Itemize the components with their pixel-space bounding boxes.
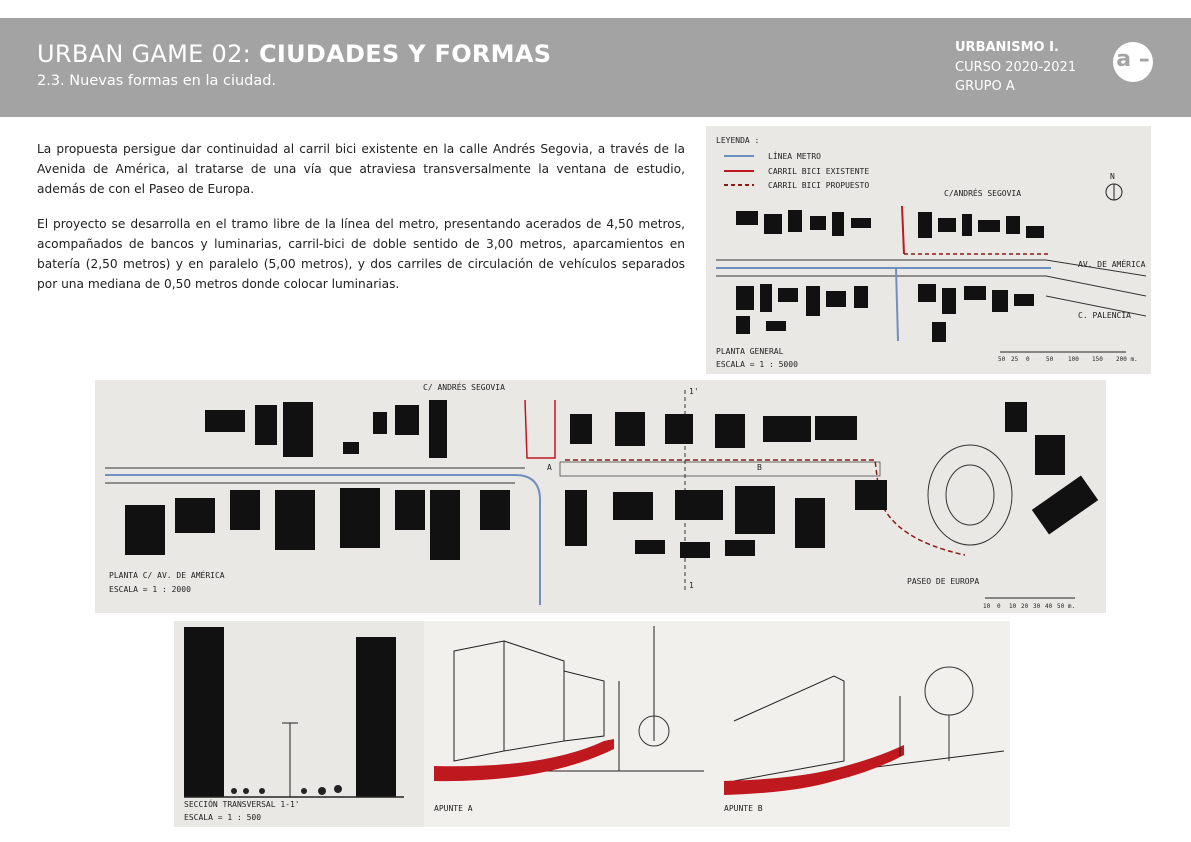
scale-tick: 10: [1009, 603, 1017, 610]
tree-icon: [925, 667, 973, 715]
legend-bike-existing-label: CARRIL BICI EXISTENTE: [768, 167, 870, 176]
section-caption: SECCIÓN TRANSVERSAL 1-1': [184, 800, 300, 809]
page-subtitle: 2.3. Nuevas formas en la ciudad.: [37, 73, 277, 89]
plan-avenida-drawing: [95, 380, 1106, 613]
plan-avenida-scale: ESCALA = 1 : 2000: [109, 585, 191, 594]
scale-tick: 20: [1021, 603, 1029, 610]
roundabout: [928, 445, 1012, 545]
sketch-b-caption: APUNTE B: [724, 804, 763, 813]
scale-tick: 100: [1068, 356, 1079, 363]
bike-lane-proposed: [880, 500, 965, 555]
label-andres-segovia: C/ ANDRÉS SEGOVIA: [423, 383, 505, 392]
section-mark-bottom: 1: [689, 581, 694, 590]
title-bold: CIUDADES Y FORMAS: [258, 40, 552, 68]
title-regular: URBAN GAME 02:: [37, 40, 259, 68]
scale-tick: 150: [1092, 356, 1103, 363]
scale-tick: 50: [1046, 356, 1054, 363]
cross-section-drawing: [174, 621, 424, 827]
scale-tick: 0: [997, 603, 1001, 610]
sketch-a-drawing: [424, 621, 714, 827]
sketch-a-caption: APUNTE A: [434, 804, 473, 813]
building-outline: [734, 676, 844, 781]
section-scale: ESCALA = 1 : 500: [184, 813, 262, 822]
plan-general-drawing: [706, 126, 1151, 374]
bike-lane-existing: [902, 206, 904, 254]
view-point-b: B: [757, 463, 762, 472]
course-subject: URBANISMO I.: [955, 40, 1059, 55]
street-furniture: [231, 785, 342, 795]
scale-tick: 10: [983, 603, 991, 610]
logo: [1113, 42, 1153, 82]
course-year: CURSO 2020-2021: [955, 59, 1077, 75]
course-info: [955, 38, 1076, 97]
scale-tick: 30: [1033, 603, 1041, 610]
scale-bar-ticks: [998, 356, 1138, 363]
label-andres-segovia: C/ANDRÉS SEGOVIA: [944, 189, 1022, 198]
plan-general-scale: ESCALA = 1 : 5000: [716, 360, 798, 369]
metro-branch: [896, 268, 898, 341]
city-blocks: [125, 400, 1098, 560]
building-outline: [454, 641, 504, 761]
bike-lane-existing: [525, 400, 555, 458]
scale-tick: 0: [1026, 356, 1030, 363]
scale-tick: 200 m.: [1116, 356, 1138, 363]
plan-general-caption: PLANTA GENERAL: [716, 347, 784, 356]
course-group: GRUPO A: [955, 79, 1015, 94]
scale-tick: 50 m.: [1057, 603, 1076, 610]
legend-metro-label: LÍNEA METRO: [768, 152, 821, 161]
view-point-a: A: [547, 463, 552, 472]
label-av-america: AV. DE AMÉRICA: [1078, 260, 1146, 269]
north-label: N: [1110, 172, 1115, 181]
label-paseo-europa: PASEO DE EUROPA: [907, 577, 980, 586]
scale-tick: 25: [1011, 356, 1019, 363]
building-outline: [564, 671, 604, 741]
label-c-palencia: C. PALENCIA: [1078, 311, 1131, 320]
intro-paragraph: La propuesta persigue dar continuidad al carril bici existente en la calle Andrés Segovia, a través de la Avenida de América, al tratarse de una vía que atraviesa transversalmente la ventana de estudio, además de con el Paseo de Europa.: [37, 142, 685, 196]
roundabout-inner: [946, 465, 994, 525]
building-right: [356, 637, 396, 797]
scale-bar-ticks: [983, 603, 1075, 610]
building-outline: [504, 641, 564, 751]
proposed-avenue-strip: [560, 462, 880, 476]
bike-lane-render: [724, 745, 904, 795]
scale-tick: 40: [1045, 603, 1053, 610]
scale-tick: 50: [998, 356, 1006, 363]
plan-avenida-caption: PLANTA C/ AV. DE AMÉRICA: [109, 571, 225, 580]
sketch-b-drawing: [714, 621, 1010, 827]
page-title: [37, 40, 551, 68]
legend-title: LEYENDA :: [716, 136, 760, 145]
project-paragraph: El proyecto se desarrolla en el tramo libre de la línea del metro, presentando acerados de 4,50 metros, acompañados de bancos y luminarias, carril-bici de doble sentido de 3,00 metros, aparcamientos en batería (2,50 metros) y en paralelo (5,00 metros), y dos carriles de circulación de vehículos separados por una mediana de 0,50 metros donde colocar luminarias.: [37, 217, 685, 291]
building-left: [184, 627, 224, 797]
legend-bike-proposed-label: CARRIL BICI PROPUESTO: [768, 181, 870, 190]
page-header: [0, 18, 1191, 117]
logo-text: a –: [1116, 47, 1150, 72]
section-mark-top: 1': [689, 387, 699, 396]
